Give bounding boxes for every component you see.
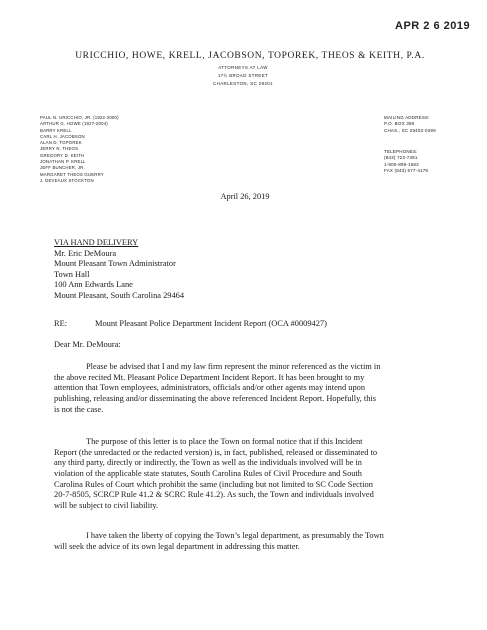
- paragraph-line: violation of the applicable state statutes, South Carolina Rules of Civil Procedure and South: [54, 469, 362, 479]
- paragraph-line: 20-7-8505, SCRCP Rule 41.2 & SCRC Rule 41.2). As such, the Town and individuals involved: [54, 490, 374, 500]
- partner-name: BARRY KRELL: [40, 127, 72, 133]
- letter-date: April 26, 2019: [220, 192, 270, 201]
- partners-list: [40, 115, 190, 184]
- partner-name: GREGORY D. KEITH: [40, 152, 85, 158]
- firm-city: CHARLESTON, SC 29401: [213, 81, 273, 86]
- mailing-address: [384, 115, 479, 134]
- firm-name: URICCHIO, HOWE, KRELL, JACOBSON, TOPOREK, THEOS & KEITH, P.A.: [75, 51, 425, 61]
- re-label: RE:: [54, 319, 68, 328]
- partner-name: CARL H. JACOBSON: [40, 133, 85, 139]
- paragraph-line: will be subject to civil liability.: [54, 501, 159, 511]
- mailing-box: P.O. BOX 399: [384, 121, 415, 127]
- paragraph-line: will seek the advice of its own legal department in addressing this matter.: [54, 541, 300, 551]
- partner-name: ALAN D. TOPOREK: [40, 140, 82, 146]
- recipient-street: 100 Ann Edwards Lane: [54, 280, 133, 290]
- paragraph-line: attention that Town employees, administrators, officials and/or other agents may intend upon: [54, 383, 366, 393]
- partner-name: JONATHAN P. KRELL: [40, 159, 86, 165]
- partner-name: JEFF BUNCHER, JR.: [40, 165, 85, 171]
- re-subject: Mount Pleasant Police Department Incident Report (OCA #0009427): [95, 319, 327, 328]
- telephones: [384, 149, 479, 174]
- partner-name: ARTHUR G. HOWE (1927-2004): [40, 121, 108, 127]
- partner-name: J. DEVEAUX STOCKTON: [40, 177, 94, 183]
- attorneys-at-law: ATTORNEYS AT LAW: [218, 65, 268, 70]
- body-paragraph-2: [54, 437, 440, 512]
- partner-name: JERRY N. THEOS: [40, 146, 79, 152]
- paragraph-line: Carolina Rules of Court which prohibit the same (including but not limited to SC Code Section: [54, 479, 373, 489]
- mailing-city: CHAS., SC 29402-0399: [384, 127, 436, 133]
- telephone-tollfree: 1-800-899-1583: [384, 161, 419, 167]
- paragraph-line: the above recited Mt. Pleasant Police Department Incident Report. It has been brought to my: [54, 372, 365, 382]
- paragraph-line: Please be advised that I and my law firm represent the minor referenced as the victim in: [86, 362, 381, 371]
- telephones-heading: TELEPHONES:: [384, 149, 418, 154]
- partner-name: PAUL N. URICCHIO, JR. (1922-2000): [40, 115, 119, 120]
- telephone-local: (843) 723-7491: [384, 155, 418, 161]
- body-paragraph-1: [54, 362, 440, 415]
- paragraph-line: publishing, releasing and/or disseminating the above referenced Incident Report. Hopefully, this: [54, 394, 377, 404]
- recipient-title: Mount Pleasant Town Administrator: [54, 259, 176, 269]
- recipient-address: [54, 238, 354, 302]
- partner-name: MARGARET THEOS GUERRY: [40, 171, 104, 177]
- paragraph-line: any third party, directly or indirectly, the Town as well as the individuals involved will be in: [54, 458, 362, 468]
- telephone-fax: FAX (843) 577-4179: [384, 167, 429, 173]
- firm-street: 17½ BROAD STREET: [217, 73, 269, 78]
- mailing-heading: MAILING ADDRESS:: [384, 115, 430, 120]
- recipient-name: Mr. Eric DeMoura: [54, 248, 117, 258]
- salutation: Dear Mr. DeMoura:: [54, 340, 121, 349]
- paragraph-line: The purpose of this letter is to place the Town on formal notice that if this Incident: [86, 437, 363, 446]
- recipient-building: Town Hall: [54, 269, 90, 279]
- delivery-method: VIA HAND DELIVERY: [54, 238, 139, 247]
- received-date-stamp: APR 2 6 2019: [395, 20, 471, 32]
- paragraph-line: Report (the unredacted or the redacted version) is, in fact, published, released or disseminated to: [54, 447, 378, 457]
- paragraph-line: I have taken the liberty of copying the Town’s legal department, as presumably the Town: [86, 531, 384, 540]
- recipient-city: Mount Pleasant, South Carolina 29464: [54, 290, 185, 300]
- paragraph-line: is not the case.: [54, 404, 104, 414]
- body-paragraph-3: [54, 531, 440, 552]
